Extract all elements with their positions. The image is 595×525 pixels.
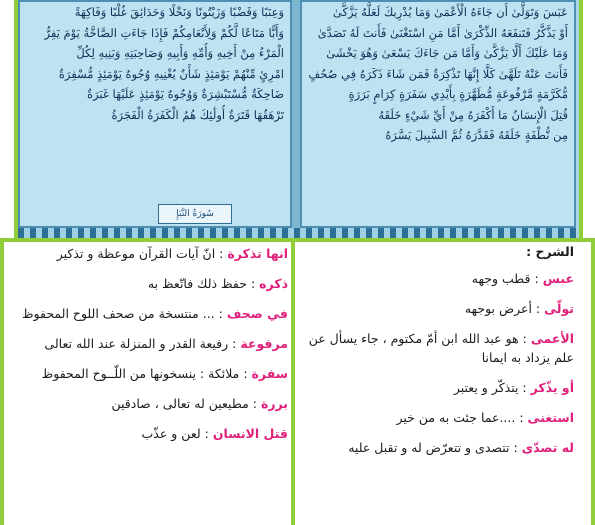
quran-line: وَمَا عَلَيْكَ أَلَّا يَزَّكَّىٰ وَأَمَّا مَن جَاءَكَ يَسْعَىٰ وَهُوَ يَخْشَىٰ [326, 46, 568, 60]
glossary-entry: تولّى : أعرض بوجهه [464, 301, 574, 316]
glossary-definition: ملائكة : ينسخونها من اللّــوح المحفوظ [41, 366, 240, 381]
mushaf-left-page [18, 0, 292, 228]
glossary-entry: قتل الانسان : لعن و عذّب [141, 426, 288, 441]
glossary-entry: عبس : قطب وجهه [471, 271, 574, 286]
glossary-definition: رفيعة القدر و المنزلة عند الله تعالى [44, 336, 229, 351]
quran-line: فَأَنتَ عَنْهُ تَلَهَّىٰ كَلَّا إِنَّهَا تَذْكِرَةٌ فَمَن شَاءَ ذَكَرَهُ فِي صُحُفٍ [308, 66, 568, 81]
page-frame-left [0, 0, 18, 238]
glossary-term: انها تذكرة [227, 246, 288, 261]
glossary-definition: ....عما جئت به من خير [396, 410, 516, 425]
explanation-column-left [18, 244, 288, 454]
glossary-term: مرفوعة [240, 336, 288, 351]
glossary-definition: تتصدى و تتعرّض له و تقبل عليه [348, 440, 510, 455]
quran-line: مِن نُّطْفَةٍ خَلَقَهُ فَقَدَّرَهُ ثُمَّ السَّبِيلَ يَسَّرَهُ [385, 128, 568, 142]
glossary-term: ذكره [259, 276, 288, 291]
glossary-entry: في صحف : ... منتسخة من صحف اللوح المحفوظ [22, 306, 288, 321]
quran-line: وَأَبًّا مَتَاعًا لَّكُمْ وَلِأَنْعَامِكُمْ فَإِذَا جَاءَتِ الصَّاخَّةُ يَوْمَ يَفِرُّ [44, 25, 284, 40]
glossary-definition: مطيعين له تعالى ، صادقين [111, 396, 249, 411]
glossary-term: له تصدّى [521, 440, 574, 455]
glossary-entry: له تصدّى : تتصدى و تتعرّض له و تقبل عليه [348, 440, 574, 455]
surah-title-badge: سُورَةُ النَّبَإِ [158, 204, 232, 224]
glossary-entry: انها تذكرة : انّ آيات القرآن موعظة و تذكير [56, 246, 288, 261]
green-border-left [0, 238, 4, 525]
quran-line: وَعِنَبًا وَقَضْبًا وَزَيْتُونًا وَنَخْلًا وَحَدَائِقَ غُلْبًا وَفَاكِهَةً [74, 5, 284, 19]
quran-line: امْرِئٍ مِّنْهُمْ يَوْمَئِذٍ شَأْنٌ يُغْنِيهِ وُجُوهٌ يَوْمَئِذٍ مُّسْفِرَةٌ [58, 66, 284, 81]
glossary-entry: سفرة : ملائكة : ينسخونها من اللّــوح المحفوظ [41, 366, 288, 381]
glossary-definition: هو عبد الله ابن أمّ مكتوم ، جاء يسأل عن علم يزداد به ايمانا [308, 331, 574, 365]
glossary-term: في صحف [226, 306, 288, 321]
glossary-term: تولّى [544, 301, 574, 316]
mushaf-right-page [300, 0, 576, 228]
explanation-column-right [298, 244, 580, 468]
glossary-definition: حفظ ذلك فاتّعظ به [147, 276, 247, 291]
quran-line: قُتِلَ الْإِنسَانُ مَا أَكْفَرَهُ مِنْ أَيِّ شَيْءٍ خَلَقَهُ [378, 107, 568, 122]
mushaf-image [0, 0, 595, 240]
glossary-term: الأعمى [530, 331, 574, 346]
glossary-term: سفرة [251, 366, 288, 381]
glossary-term: عبس [542, 271, 574, 286]
glossary-entry: مرفوعة : رفيعة القدر و المنزلة عند الله تعالى [44, 336, 288, 351]
quran-line: عَبَسَ وَتَوَلَّىٰ أَن جَاءَهُ الْأَعْمَىٰ وَمَا يُدْرِيكَ لَعَلَّهُ يَزَّكَّىٰ [332, 5, 568, 19]
glossary-definition: أعرض بوجهه [464, 301, 532, 316]
glossary-entry: أو يذّكر : يتذكّر و يعتبر [453, 380, 574, 395]
glossary-term: استغنى [527, 410, 574, 425]
quran-line: مُّكَرَّمَةٍ مَّرْفُوعَةٍ مُّطَهَّرَةٍ بِأَيْدِي سَفَرَةٍ كِرَامٍ بَرَرَةٍ [348, 87, 568, 101]
glossary-entry: استغنى : ....عما جئت به من خير [396, 410, 574, 425]
glossary-entry: ذكره : حفظ ذلك فاتّعظ به [147, 276, 288, 291]
glossary-term: قتل الانسان [212, 426, 288, 441]
glossary-definition: لعن و عذّب [141, 426, 201, 441]
quran-line: ضَاحِكَةٌ مُّسْتَبْشِرَةٌ وَوُجُوهٌ يَوْمَئِذٍ عَلَيْهَا غَبَرَةٌ [87, 87, 284, 101]
glossary-definition: انّ آيات القرآن موعظة و تذكير [56, 246, 216, 261]
glossary-definition: يتذكّر و يعتبر [453, 380, 519, 395]
green-divider-horizontal [0, 238, 595, 242]
green-divider-vertical [291, 238, 295, 525]
glossary-term: أو يذّكر [530, 380, 574, 395]
explanation-heading: الشرح : [526, 244, 574, 259]
quran-line: تَرْهَقُهَا قَتَرَةٌ أُولَٰئِكَ هُمُ الْكَفَرَةُ الْفَجَرَةُ [111, 107, 284, 122]
glossary-definition: قطب وجهه [471, 271, 531, 286]
mushaf-decorative-border [18, 228, 576, 238]
green-border-right [591, 238, 595, 525]
quran-line: أَوْ يَذَّكَّرُ فَتَنفَعَهُ الذِّكْرَىٰ أَمَّا مَنِ اسْتَغْنَىٰ فَأَنتَ لَهُ تَصَدَّىٰ [317, 25, 568, 40]
glossary-definition: ... منتسخة من صحف اللوح المحفوظ [22, 306, 215, 321]
glossary-entry: بررة : مطيعين له تعالى ، صادقين [111, 396, 288, 411]
glossary-term: بررة [260, 396, 288, 411]
quran-line: الْمَرْءُ مِنْ أَخِيهِ وَأُمِّهِ وَأَبِيهِ وَصَاحِبَتِهِ وَبَنِيهِ لِكُلِّ [76, 46, 284, 60]
mushaf-binding [292, 0, 300, 228]
glossary-entry: الأعمى : هو عبد الله ابن أمّ مكتوم ، جاء يسأل عن علم يزداد به ايمانا [308, 331, 574, 365]
page-frame-right [579, 0, 595, 238]
